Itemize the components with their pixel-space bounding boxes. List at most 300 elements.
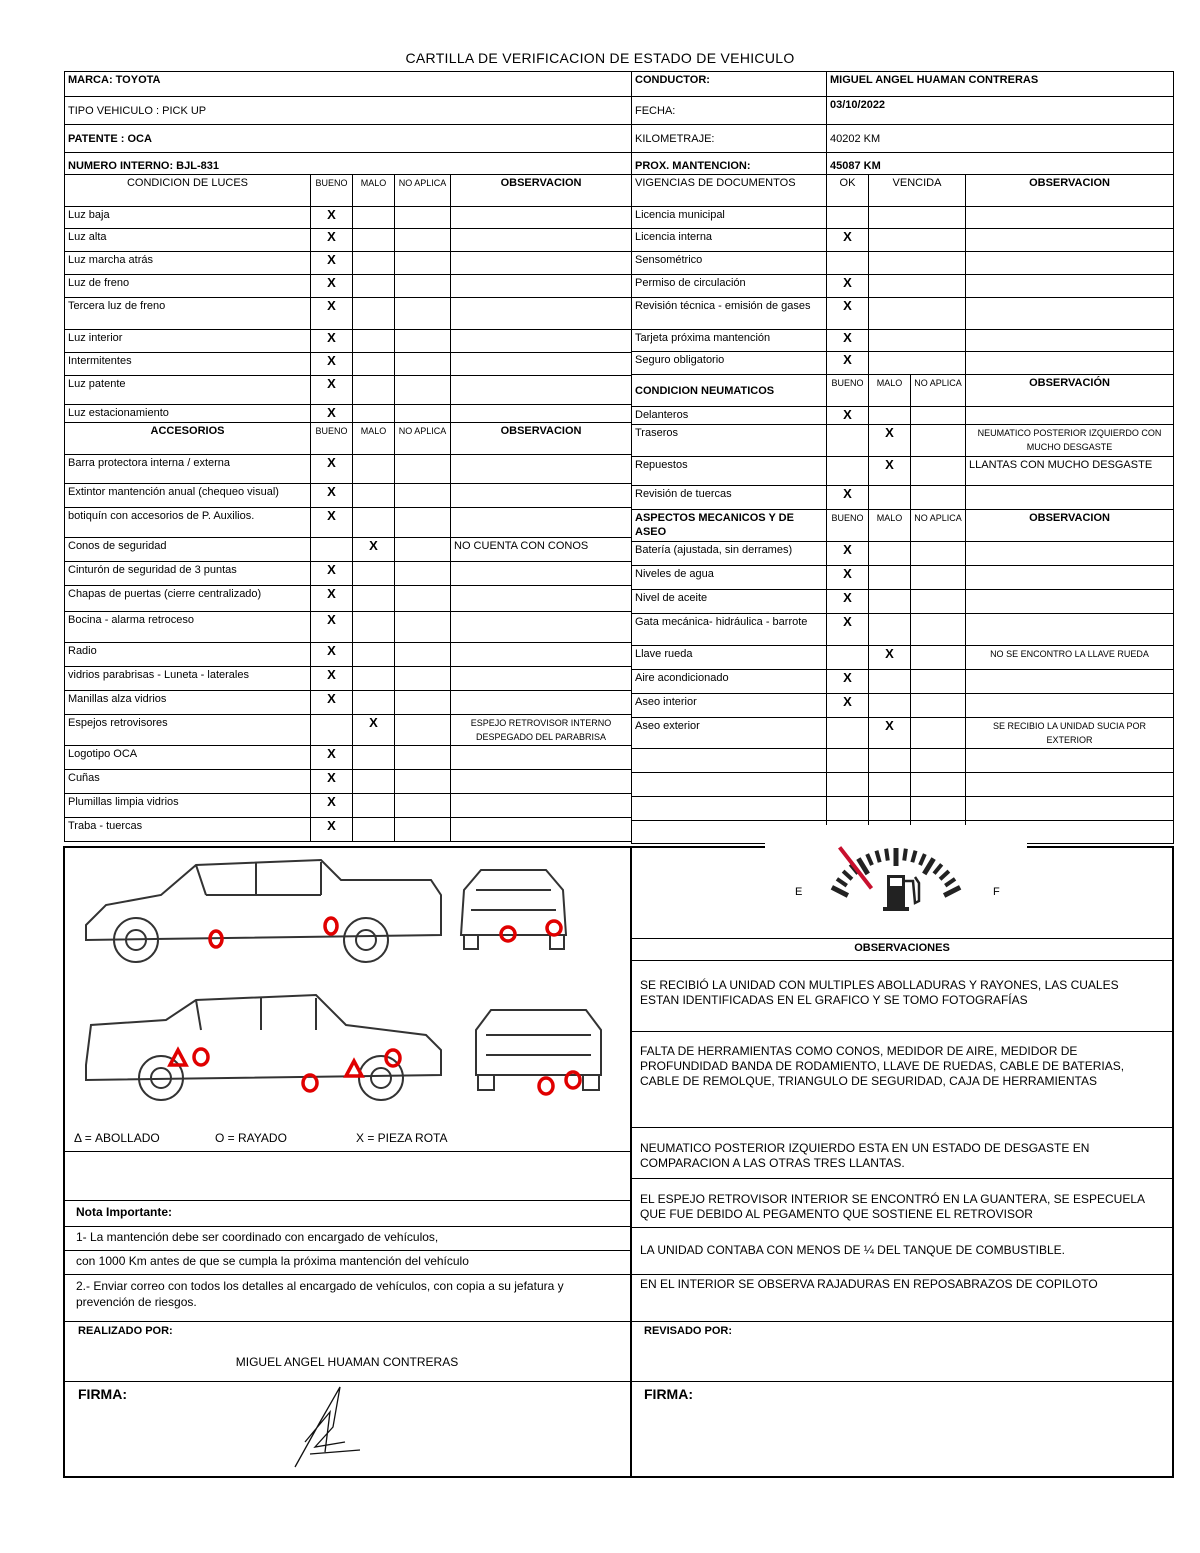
accesorio-row-observacion: NO CUENTA CON CONOS bbox=[451, 538, 632, 562]
fecha-value: 03/10/2022 bbox=[827, 97, 1174, 125]
luz-row-bueno-mark: X bbox=[311, 376, 353, 405]
documento-row-vencida bbox=[869, 298, 966, 330]
table-row bbox=[632, 590, 1174, 614]
luz-row-no-aplica bbox=[395, 275, 451, 298]
col-observacion: OBSERVACIÓN bbox=[966, 375, 1174, 407]
accesorio-row-label: Chapas de puertas (cierre centralizado) bbox=[65, 586, 311, 612]
luz-row-label: Luz estacionamiento bbox=[65, 405, 311, 423]
table-row bbox=[65, 405, 632, 423]
documento-row-vencida bbox=[869, 207, 966, 229]
gauge-tick bbox=[904, 849, 906, 861]
mecanico-row-label: Niveles de agua bbox=[632, 566, 827, 590]
accesorio-row-malo-mark bbox=[353, 612, 395, 643]
mecanico-row-label: Aseo interior bbox=[632, 694, 827, 718]
accesorio-row-no-aplica bbox=[395, 612, 451, 643]
col-malo: MALO bbox=[353, 175, 395, 207]
accesorio-row-label: botiquín con accesorios de P. Auxilios. bbox=[65, 508, 311, 538]
mecanico-row-observacion: SE RECIBIO LA UNIDAD SUCIA POR EXTERIOR bbox=[966, 718, 1174, 749]
accesorio-row-bueno-mark bbox=[311, 538, 353, 562]
signature bbox=[285, 1382, 370, 1472]
accesorio-row-no-aplica bbox=[395, 691, 451, 715]
table-row bbox=[632, 718, 1174, 749]
col-no-aplica: NO APLICA bbox=[395, 423, 451, 455]
accesorio-row-no-aplica bbox=[395, 770, 451, 794]
neumatico-row-bueno-mark: X bbox=[827, 407, 869, 425]
luz-row-no-aplica bbox=[395, 207, 451, 229]
accesorio-row-malo-mark bbox=[353, 484, 395, 508]
table-row bbox=[632, 352, 1174, 375]
col-bueno: BUENO bbox=[827, 375, 869, 407]
conductor-label: CONDUCTOR: bbox=[632, 72, 827, 97]
luz-row-malo-mark bbox=[353, 353, 395, 376]
col-vencida: VENCIDA bbox=[869, 175, 966, 207]
neumatico-row-no-aplica bbox=[911, 486, 966, 510]
luz-row-observacion bbox=[451, 252, 632, 275]
neumatico-row-observacion: LLANTAS CON MUCHO DESGASTE bbox=[966, 457, 1174, 486]
accesorio-row-no-aplica bbox=[395, 586, 451, 612]
accesorio-row-malo-mark bbox=[353, 746, 395, 770]
table-row bbox=[632, 694, 1174, 718]
accesorio-row-no-aplica bbox=[395, 667, 451, 691]
accesorio-row-bueno-mark: X bbox=[311, 691, 353, 715]
mecanico-row-malo-mark bbox=[869, 590, 911, 614]
col-no-aplica: NO APLICA bbox=[911, 375, 966, 407]
accesorios-heading: ACCESORIOS bbox=[65, 423, 311, 455]
mecanico-row-label: Batería (ajustada, sin derrames) bbox=[632, 542, 827, 566]
documento-row-label: Seguro obligatorio bbox=[632, 352, 827, 375]
accesorio-row-no-aplica bbox=[395, 508, 451, 538]
mecanico-row-label: Gata mecánica- hidráulica - barrote bbox=[632, 614, 827, 646]
accesorio-row-observacion bbox=[451, 818, 632, 842]
table-row bbox=[65, 691, 632, 715]
luz-row-malo-mark bbox=[353, 275, 395, 298]
mecanico-row-label: Llave rueda bbox=[632, 646, 827, 670]
mecanico-row-observacion bbox=[966, 614, 1174, 646]
neumatico-row-label: Delanteros bbox=[632, 407, 827, 425]
mecanico-row-malo-mark bbox=[869, 694, 911, 718]
accesorio-row-malo-mark bbox=[353, 455, 395, 484]
table-row bbox=[632, 407, 1174, 425]
table-row bbox=[632, 457, 1174, 486]
table-row bbox=[632, 486, 1174, 510]
luz-row-bueno-mark: X bbox=[311, 353, 353, 376]
neumatico-row-malo-mark bbox=[869, 486, 911, 510]
mecanico-row-observacion bbox=[966, 670, 1174, 694]
table-row bbox=[632, 670, 1174, 694]
mecanico-row-observacion: NO SE ENCONTRO LA LLAVE RUEDA bbox=[966, 646, 1174, 670]
neumatico-row-bueno-mark: X bbox=[827, 486, 869, 510]
luz-row-label: Luz patente bbox=[65, 376, 311, 405]
luz-row-malo-mark bbox=[353, 229, 395, 252]
realizado-label: REALIZADO POR: bbox=[78, 1325, 173, 1337]
table-row bbox=[632, 542, 1174, 566]
gauge-full-label: F bbox=[993, 886, 1000, 898]
mecanico-row-observacion bbox=[966, 566, 1174, 590]
vehicle-damage-diagram bbox=[66, 850, 628, 1125]
table-row bbox=[632, 425, 1174, 457]
table-row bbox=[65, 770, 632, 794]
accesorio-row-label: Manillas alza vidrios bbox=[65, 691, 311, 715]
mecanico-row-bueno-mark: X bbox=[827, 566, 869, 590]
luz-row-bueno-mark: X bbox=[311, 405, 353, 423]
accesorio-row-bueno-mark: X bbox=[311, 612, 353, 643]
accesorio-row-label: Radio bbox=[65, 643, 311, 667]
accesorio-row-label: Traba - tuercas bbox=[65, 818, 311, 842]
documento-row-ok-mark bbox=[827, 207, 869, 229]
col-malo: MALO bbox=[869, 510, 911, 542]
accesorio-row-observacion bbox=[451, 643, 632, 667]
luz-row-bueno-mark: X bbox=[311, 207, 353, 229]
mecanico-row-malo-mark: X bbox=[869, 646, 911, 670]
observacion-4: EL ESPEJO RETROVISOR INTERIOR SE ENCONTRÓ EN LA GUANTERA, SE ESPECUELA QUE FUE DEBIDO AL PEGAMENTO QUE SOSTIENE EL RETROVISOR bbox=[640, 1192, 1145, 1221]
mecanico-row-observacion bbox=[966, 590, 1174, 614]
col-observacion: OBSERVACION bbox=[451, 175, 632, 207]
observacion-6: EN EL INTERIOR SE OBSERVA RAJADURAS EN REPOSABRAZOS DE COPILOTO bbox=[640, 1277, 1098, 1291]
accesorio-row-malo-mark bbox=[353, 667, 395, 691]
mecanico-row-malo-mark: X bbox=[869, 718, 911, 749]
accesorio-row-observacion bbox=[451, 484, 632, 508]
nota-line-1: 1- La mantención debe ser coordinado con encargado de vehículos, bbox=[76, 1230, 439, 1244]
col-no-aplica: NO APLICA bbox=[911, 510, 966, 542]
table-row bbox=[65, 353, 632, 376]
documentos-heading: VIGENCIAS DE DOCUMENTOS bbox=[632, 175, 827, 207]
accesorio-row-label: Conos de seguridad bbox=[65, 538, 311, 562]
luz-row-malo-mark bbox=[353, 298, 395, 330]
luz-row-bueno-mark: X bbox=[311, 252, 353, 275]
table-row bbox=[632, 229, 1174, 252]
accesorio-row-label: Bocina - alarma retroceso bbox=[65, 612, 311, 643]
documento-row-vencida bbox=[869, 229, 966, 252]
documento-row-observacion bbox=[966, 252, 1174, 275]
legend-rayado: O = RAYADO bbox=[215, 1131, 287, 1145]
mecanico-row-bueno-mark bbox=[827, 718, 869, 749]
accesorio-row-bueno-mark: X bbox=[311, 455, 353, 484]
luz-row-bueno-mark: X bbox=[311, 275, 353, 298]
conductor-value: MIGUEL ANGEL HUAMAN CONTRERAS bbox=[827, 72, 1174, 97]
col-no-aplica: NO APLICA bbox=[395, 175, 451, 207]
col-bueno: BUENO bbox=[311, 175, 353, 207]
documento-row-ok-mark: X bbox=[827, 330, 869, 352]
documento-row-observacion bbox=[966, 275, 1174, 298]
luz-row-observacion bbox=[451, 376, 632, 405]
luz-row-observacion bbox=[451, 330, 632, 353]
table-row bbox=[65, 746, 632, 770]
neumatico-row-observacion: NEUMATICO POSTERIOR IZQUIERDO CON MUCHO DESGASTE bbox=[966, 425, 1174, 457]
accesorio-row-label: Plumillas limpia vidrios bbox=[65, 794, 311, 818]
accesorio-row-observacion bbox=[451, 746, 632, 770]
fecha-label: FECHA: bbox=[632, 97, 827, 125]
accesorio-row-label: vidrios parabrisas - Luneta - laterales bbox=[65, 667, 311, 691]
mecanico-row-label: Aseo exterior bbox=[632, 718, 827, 749]
table-row bbox=[65, 586, 632, 612]
luz-row-malo-mark bbox=[353, 405, 395, 423]
fuel-gauge bbox=[765, 825, 1027, 920]
accesorio-row-bueno-mark: X bbox=[311, 818, 353, 842]
mecanico-row-no-aplica bbox=[911, 590, 966, 614]
table-row bbox=[632, 566, 1174, 590]
table-row bbox=[632, 207, 1174, 229]
table-row bbox=[632, 252, 1174, 275]
luz-row-no-aplica bbox=[395, 330, 451, 353]
mecanico-row-malo-mark bbox=[869, 670, 911, 694]
accesorio-row-bueno-mark: X bbox=[311, 643, 353, 667]
accesorio-row-no-aplica bbox=[395, 455, 451, 484]
accesorio-row-bueno-mark: X bbox=[311, 508, 353, 538]
mecanico-row-no-aplica bbox=[911, 694, 966, 718]
mecanico-row-observacion bbox=[966, 542, 1174, 566]
mecanicos-heading: ASPECTOS MECANICOS Y DE ASEO bbox=[632, 510, 827, 542]
luz-row-malo-mark bbox=[353, 252, 395, 275]
accesorio-row-label: Cuñas bbox=[65, 770, 311, 794]
observacion-2: FALTA DE HERRAMIENTAS COMO CONOS, MEDIDOR DE AIRE, MEDIDOR DE PROFUNDIDAD BANDA DE RODAMIENTO, LLAVE DE RUEDAS, CABLE DE BATERIAS, CABLE DE REMOLQUE, TRIANGULO DE SEGURIDAD, CAJA DE HERRAMIENTAS bbox=[640, 1044, 1125, 1088]
col-ok: OK bbox=[827, 175, 869, 207]
accesorio-row-bueno-mark: X bbox=[311, 484, 353, 508]
accesorio-row-observacion bbox=[451, 691, 632, 715]
documento-row-ok-mark bbox=[827, 252, 869, 275]
page-title: CARTILLA DE VERIFICACION DE ESTADO DE VEHICULO bbox=[405, 50, 795, 66]
documento-row-label: Licencia interna bbox=[632, 229, 827, 252]
right-checklist-table bbox=[631, 71, 1174, 844]
accesorio-row-bueno-mark: X bbox=[311, 794, 353, 818]
accesorio-row-label: Barra protectora interna / externa bbox=[65, 455, 311, 484]
km-value: 40202 KM bbox=[827, 125, 1174, 153]
accesorio-row-observacion bbox=[451, 455, 632, 484]
patente-field: PATENTE : OCA bbox=[65, 125, 632, 153]
accesorio-row-malo-mark bbox=[353, 770, 395, 794]
documento-row-observacion bbox=[966, 229, 1174, 252]
accesorio-row-observacion bbox=[451, 794, 632, 818]
legend-pieza-rota: X = PIEZA ROTA bbox=[356, 1131, 448, 1145]
prox-value: 45087 KM bbox=[827, 153, 1174, 175]
accesorio-row-malo-mark bbox=[353, 508, 395, 538]
accesorio-row-observacion bbox=[451, 586, 632, 612]
luz-row-no-aplica bbox=[395, 229, 451, 252]
col-malo: MALO bbox=[869, 375, 911, 407]
neumatico-row-no-aplica bbox=[911, 457, 966, 486]
marca-field: MARCA: TOYOTA bbox=[65, 72, 632, 97]
luz-row-label: Luz baja bbox=[65, 207, 311, 229]
table-row bbox=[65, 794, 632, 818]
luz-row-observacion bbox=[451, 405, 632, 423]
documento-row-vencida bbox=[869, 352, 966, 375]
col-bueno: BUENO bbox=[827, 510, 869, 542]
table-row bbox=[632, 614, 1174, 646]
neumatico-row-bueno-mark bbox=[827, 457, 869, 486]
documento-row-ok-mark: X bbox=[827, 298, 869, 330]
neumatico-row-observacion bbox=[966, 407, 1174, 425]
mecanico-row-bueno-mark: X bbox=[827, 590, 869, 614]
documento-row-ok-mark: X bbox=[827, 352, 869, 375]
observacion-5: LA UNIDAD CONTABA CON MENOS DE ¼ DEL TANQUE DE COMBUSTIBLE. bbox=[640, 1243, 1065, 1257]
firma-label-left: FIRMA: bbox=[78, 1386, 127, 1402]
table-row bbox=[65, 376, 632, 405]
left-checklist-table bbox=[64, 71, 632, 842]
luz-row-no-aplica bbox=[395, 376, 451, 405]
documento-row-label: Tarjeta próxima mantención bbox=[632, 330, 827, 352]
luz-row-observacion bbox=[451, 353, 632, 376]
documento-row-vencida bbox=[869, 330, 966, 352]
observacion-3: NEUMATICO POSTERIOR IZQUIERDO ESTA EN UN ESTADO DE DESGASTE EN COMPARACION A LAS OTRAS TRES LLANTAS. bbox=[640, 1141, 1090, 1170]
table-row bbox=[632, 275, 1174, 298]
luz-row-bueno-mark: X bbox=[311, 330, 353, 353]
documento-row-label: Permiso de circulación bbox=[632, 275, 827, 298]
legend-abollado: Δ = ABOLLADO bbox=[74, 1131, 160, 1145]
accesorio-row-no-aplica bbox=[395, 715, 451, 746]
luz-row-no-aplica bbox=[395, 353, 451, 376]
luz-row-no-aplica bbox=[395, 252, 451, 275]
mecanico-row-no-aplica bbox=[911, 566, 966, 590]
accesorio-row-label: Extintor mantención anual (chequeo visual) bbox=[65, 484, 311, 508]
luz-row-label: Luz interior bbox=[65, 330, 311, 353]
mecanico-row-malo-mark bbox=[869, 566, 911, 590]
mecanico-row-bueno-mark: X bbox=[827, 542, 869, 566]
mecanico-row-no-aplica bbox=[911, 670, 966, 694]
accesorio-row-malo-mark: X bbox=[353, 538, 395, 562]
gauge-empty-label: E bbox=[795, 886, 803, 898]
table-row bbox=[65, 455, 632, 484]
documento-row-observacion bbox=[966, 330, 1174, 352]
neumatico-row-bueno-mark bbox=[827, 425, 869, 457]
accesorio-row-observacion bbox=[451, 770, 632, 794]
gauge-tick bbox=[886, 849, 888, 861]
luz-row-label: Luz de freno bbox=[65, 275, 311, 298]
table-row bbox=[65, 207, 632, 229]
table-row bbox=[65, 484, 632, 508]
documento-row-vencida bbox=[869, 275, 966, 298]
luz-row-malo-mark bbox=[353, 376, 395, 405]
mecanico-row-no-aplica bbox=[911, 646, 966, 670]
mecanico-row-label: Aire acondicionado bbox=[632, 670, 827, 694]
mecanico-row-bueno-mark: X bbox=[827, 614, 869, 646]
neumatico-row-observacion bbox=[966, 486, 1174, 510]
table-row bbox=[65, 275, 632, 298]
accesorio-row-observacion bbox=[451, 562, 632, 586]
table-row bbox=[65, 298, 632, 330]
accesorio-row-no-aplica bbox=[395, 538, 451, 562]
mecanico-row-bueno-mark: X bbox=[827, 670, 869, 694]
table-row bbox=[65, 612, 632, 643]
accesorio-row-malo-mark bbox=[353, 794, 395, 818]
documento-row-label: Sensométrico bbox=[632, 252, 827, 275]
accesorio-row-no-aplica bbox=[395, 484, 451, 508]
luz-row-no-aplica bbox=[395, 298, 451, 330]
documento-row-label: Licencia municipal bbox=[632, 207, 827, 229]
neumatico-row-no-aplica bbox=[911, 407, 966, 425]
luces-heading: CONDICION DE LUCES bbox=[65, 175, 311, 207]
luz-row-no-aplica bbox=[395, 405, 451, 423]
neumatico-row-malo-mark: X bbox=[869, 425, 911, 457]
luz-row-bueno-mark: X bbox=[311, 298, 353, 330]
neumatico-row-label: Repuestos bbox=[632, 457, 827, 486]
mecanico-row-malo-mark bbox=[869, 614, 911, 646]
mecanico-row-observacion bbox=[966, 694, 1174, 718]
luz-row-malo-mark bbox=[353, 207, 395, 229]
observaciones-heading: OBSERVACIONES bbox=[854, 942, 950, 954]
accesorio-row-label: Espejos retrovisores bbox=[65, 715, 311, 746]
luz-row-observacion bbox=[451, 207, 632, 229]
accesorio-row-bueno-mark: X bbox=[311, 746, 353, 770]
firma-label-right: FIRMA: bbox=[644, 1386, 693, 1402]
numero-field: NUMERO INTERNO: BJL-831 bbox=[65, 153, 632, 175]
luz-row-malo-mark bbox=[353, 330, 395, 353]
luz-row-bueno-mark: X bbox=[311, 229, 353, 252]
accesorio-row-bueno-mark: X bbox=[311, 770, 353, 794]
accesorio-row-bueno-mark: X bbox=[311, 586, 353, 612]
luz-row-label: Luz marcha atrás bbox=[65, 252, 311, 275]
accesorio-row-malo-mark bbox=[353, 691, 395, 715]
col-observacion: OBSERVACION bbox=[451, 423, 632, 455]
accesorio-row-observacion bbox=[451, 612, 632, 643]
neumaticos-heading: CONDICION NEUMATICOS bbox=[632, 375, 827, 407]
accesorio-row-no-aplica bbox=[395, 746, 451, 770]
accesorio-row-no-aplica bbox=[395, 794, 451, 818]
luz-row-label: Luz alta bbox=[65, 229, 311, 252]
tipo-field: TIPO VEHICULO : PICK UP bbox=[65, 97, 632, 125]
documento-row-ok-mark: X bbox=[827, 275, 869, 298]
mecanico-row-bueno-mark bbox=[827, 646, 869, 670]
documento-row-observacion bbox=[966, 352, 1174, 375]
documento-row-observacion bbox=[966, 298, 1174, 330]
accesorio-row-malo-mark bbox=[353, 818, 395, 842]
accesorio-row-malo-mark bbox=[353, 586, 395, 612]
neumatico-row-malo-mark bbox=[869, 407, 911, 425]
nota-line-3: 2.- Enviar correo con todos los detalles al encargado de vehículos, con copia a su jefatura y prevención de riesgos. bbox=[76, 1279, 564, 1309]
luz-row-label: Intermitentes bbox=[65, 353, 311, 376]
documento-row-vencida bbox=[869, 252, 966, 275]
accesorio-row-label: Cinturón de seguridad de 3 puntas bbox=[65, 562, 311, 586]
mecanico-row-no-aplica bbox=[911, 542, 966, 566]
km-label: KILOMETRAJE: bbox=[632, 125, 827, 153]
neumatico-row-label: Revisión de tuercas bbox=[632, 486, 827, 510]
col-observacion: OBSERVACION bbox=[966, 175, 1174, 207]
luz-row-observacion bbox=[451, 229, 632, 252]
accesorio-row-observacion bbox=[451, 508, 632, 538]
accesorio-row-no-aplica bbox=[395, 643, 451, 667]
prox-label: PROX. MANTENCION: bbox=[632, 153, 827, 175]
mecanico-row-label: Nivel de aceite bbox=[632, 590, 827, 614]
documento-row-label: Revisión técnica - emisión de gases bbox=[632, 298, 827, 330]
accesorio-row-bueno-mark: X bbox=[311, 562, 353, 586]
nota-line-2: con 1000 Km antes de que se cumpla la próxima mantención del vehículo bbox=[76, 1254, 469, 1268]
accesorio-row-malo-mark bbox=[353, 562, 395, 586]
col-observacion: OBSERVACION bbox=[966, 510, 1174, 542]
revisado-label: REVISADO POR: bbox=[644, 1325, 733, 1337]
luz-row-observacion bbox=[451, 275, 632, 298]
accesorio-row-bueno-mark bbox=[311, 715, 353, 746]
mecanico-row-no-aplica bbox=[911, 614, 966, 646]
table-row bbox=[65, 229, 632, 252]
accesorio-row-malo-mark bbox=[353, 643, 395, 667]
mecanico-row-no-aplica bbox=[911, 718, 966, 749]
realizado-nombre: MIGUEL ANGEL HUAMAN CONTRERAS bbox=[235, 1355, 459, 1369]
table-row bbox=[65, 562, 632, 586]
table-row bbox=[65, 667, 632, 691]
documento-row-observacion bbox=[966, 207, 1174, 229]
table-row bbox=[632, 330, 1174, 352]
table-row bbox=[65, 538, 632, 562]
col-bueno: BUENO bbox=[311, 423, 353, 455]
observacion-1: SE RECIBIÓ LA UNIDAD CON MULTIPLES ABOLLADURAS Y RAYONES, LAS CUALES ESTAN IDENTIFICADAS EN EL GRAFICO Y SE TOMO FOTOGRAFÍAS bbox=[640, 978, 1119, 1007]
accesorio-row-no-aplica bbox=[395, 818, 451, 842]
table-row bbox=[632, 646, 1174, 670]
table-row bbox=[65, 252, 632, 275]
table-row bbox=[65, 818, 632, 842]
accesorio-row-label: Logotipo OCA bbox=[65, 746, 311, 770]
neumatico-row-no-aplica bbox=[911, 425, 966, 457]
table-row bbox=[65, 715, 632, 746]
accesorio-row-observacion bbox=[451, 667, 632, 691]
neumatico-row-malo-mark: X bbox=[869, 457, 911, 486]
